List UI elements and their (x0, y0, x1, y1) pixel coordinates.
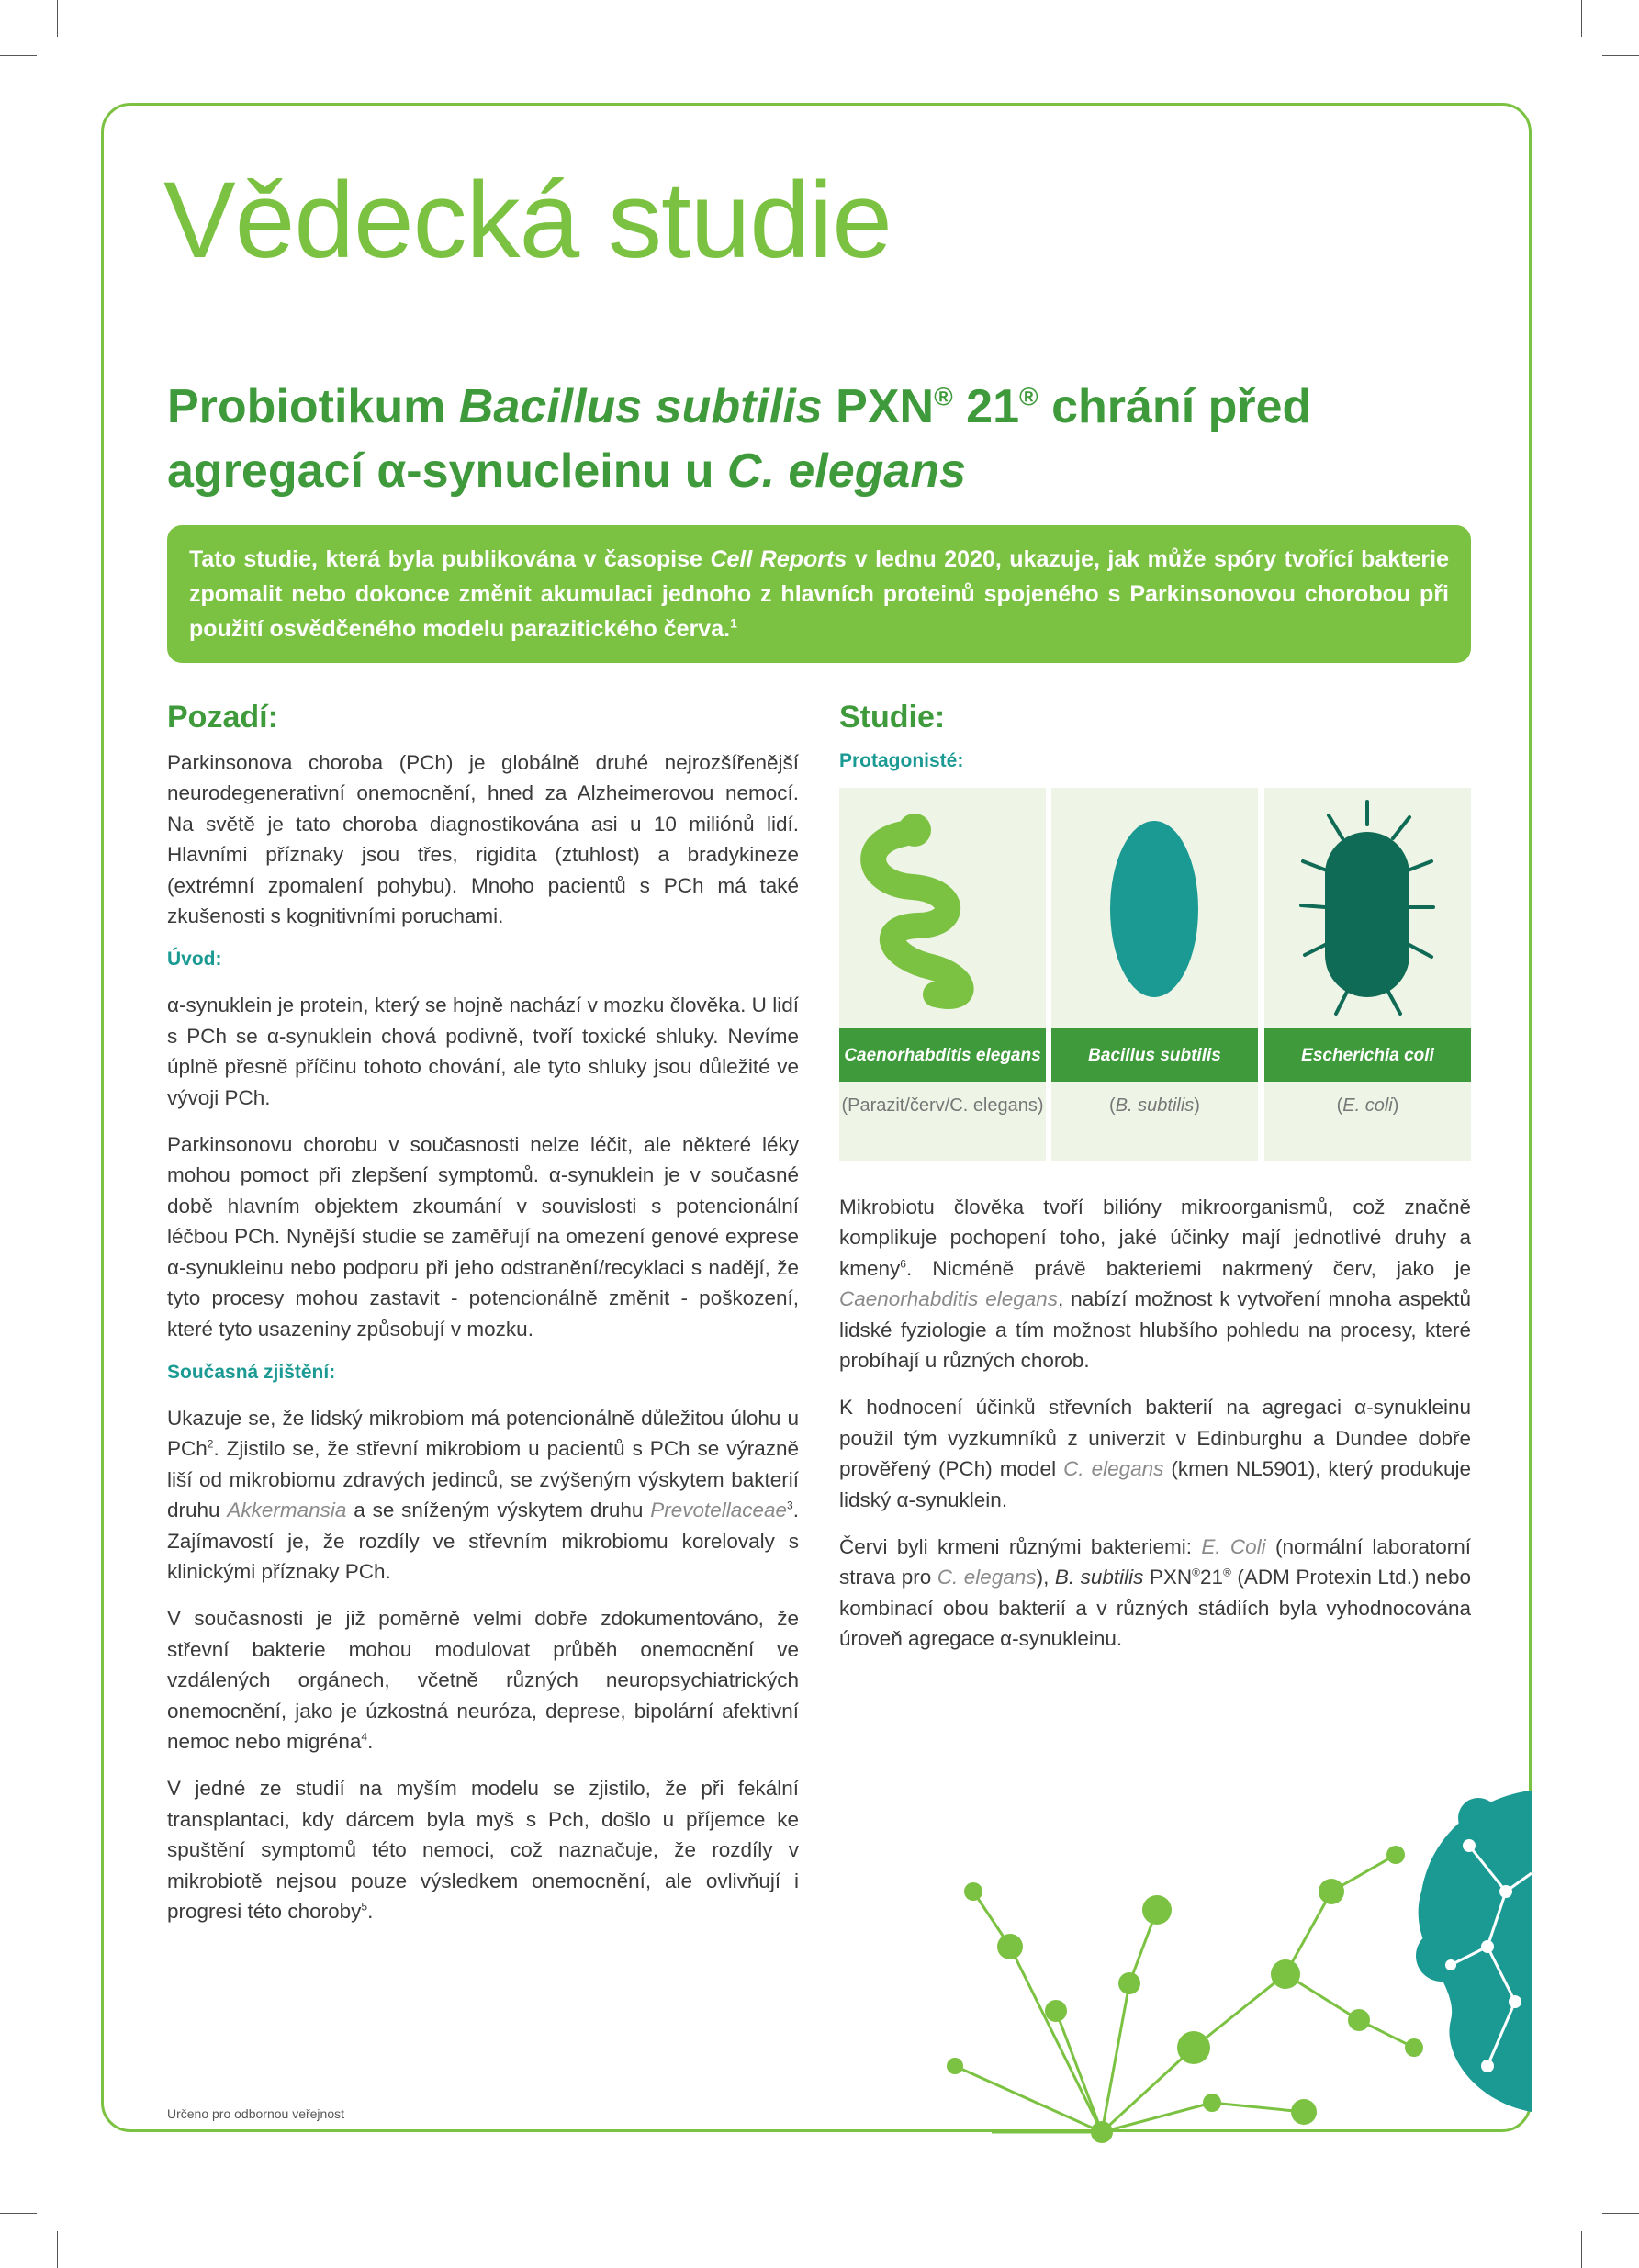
protagonist-note: (Parazit/červ/C. elegans) (841, 1095, 1044, 1116)
subtitle-text: Probiotikum (167, 380, 459, 433)
reference-number: 6 (900, 1257, 906, 1271)
species-name: E. Coli (1201, 1535, 1266, 1559)
intro-text: v lednu 2020, ukazuje, jak může spóry tvořící bakterie zpomalit nebo dokonce změnit akumulaci jednoho z hlavních proteinů spojeného s Parkinsonovou chorobou při použití osvědčeného modelu parazitického červa. (189, 546, 1449, 642)
intro-heading: Úvod: (167, 949, 222, 971)
paragraph-text: , nabízí možnost k vytvoření mnoha aspektů lidské fyziologie a tím možnost hlubšího pohledu na procesy, které probíhají u různých chorob. (839, 1287, 1471, 1373)
protagonist-name: Caenorhabditis elegans (839, 1028, 1046, 1082)
subtitle-species: Bacillus subtilis (458, 380, 823, 433)
subtitle-text: chrání před (1038, 380, 1312, 433)
reference-number: 1 (730, 615, 737, 631)
teal-molecule-cluster (1416, 1791, 1532, 2112)
paragraph-text: V jedné ze studií na myším modelu se zjistilo, že při fekální transplantaci, kdy dárcem byla myš s Pch, došlo u příjemce ke spuštění symptomů této nemoci, což naznačuje, že rozdíly v mikrobiotě nejsou pouze výsledkem onemocnění, ale ovlivňují i progresi této choroby (167, 1777, 799, 1923)
paragraph-text: . (367, 1729, 374, 1753)
subtitle-species: C. elegans (726, 444, 967, 498)
intro-paragraph: α-synuklein je protein, který se hojně nachází v mozku člověka. U lidí s PCh se α-synuklein chová podivně, tvoří toxické shluky. Nevíme úplně přesně příčinu tohoto chování, ale tyto shluky jsou důležité ve vývoji PCh. (167, 994, 799, 1109)
reference-number: 2 (207, 1437, 214, 1451)
protagonist-note: (B. subtilis) (1109, 1095, 1200, 1116)
paragraph-text: PXN (1143, 1566, 1193, 1589)
paragraph-text: 21 (1200, 1566, 1224, 1589)
subtitle-text: 21 (952, 380, 1019, 433)
species-name: Akkermansia (227, 1499, 347, 1522)
paragraph-text: (kmen NL5901), který produkuje lidský α-synuklein. (839, 1457, 1472, 1511)
protagonist-name: Bacillus subtilis (1051, 1028, 1258, 1082)
intro-text: Tato studie, která byla publikována v časopise (189, 546, 711, 572)
paragraph-text: Červi byli krmeni různými bakteriemi: (839, 1535, 1202, 1559)
green-molecule-network (955, 1855, 1414, 2132)
registered-mark: ® (1223, 1566, 1231, 1579)
species-name: C. elegans (1063, 1457, 1164, 1481)
background-paragraph: Parkinsonova choroba (PCh) je globálně druhé nejrozšířenější neurodegenerativní onemocnění, hned za Alzheimerovou nemocí. Na světě je tato choroba diagnostikována asi u 10 miliónů lidí. Hlavními příznaky jsou třes, rigidita (ztuhlost) a bradykineze (extrémní zpomalení pohybu). Mnoho pacientů s PCh má také zkušenosti s kognitivními poruchami. (167, 751, 799, 928)
paragraph-text: ), (1036, 1566, 1055, 1589)
subtitle-text: PXN (822, 380, 935, 433)
paragraph-text: (normální laboratorní strava pro (839, 1535, 1471, 1589)
species-name: Caenorhabditis elegans (839, 1287, 1059, 1311)
study-heading: Studie: (839, 700, 946, 735)
registered-mark: ® (934, 382, 953, 411)
findings-heading: Současná zjištění: (167, 1361, 336, 1383)
registered-mark: ® (1019, 382, 1038, 411)
reference-number: 4 (361, 1730, 368, 1744)
paragraph-text: . (367, 1900, 374, 1923)
protagonist-note: (E. coli) (1336, 1095, 1399, 1116)
footer-note: Určeno pro odbornou veřejnost (167, 2106, 345, 2121)
paragraph-text: . Nicméně právě bakteriemi nakrmený červ, jako je (905, 1256, 1471, 1280)
paragraph-text: Mikrobiotu člověka tvoří bilióny mikroorganismů, což značně komplikuje pochopení toho, jaké účinky mají jednotlivé druhy a kmeny (839, 1196, 1471, 1280)
species-name: C. elegans (937, 1566, 1037, 1589)
species-name: Prevotellaceae (650, 1499, 788, 1522)
background-heading: Pozadí: (167, 700, 278, 735)
registered-mark: ® (1192, 1566, 1201, 1579)
green-molecule-nodes (947, 1846, 1423, 2143)
reference-number: 3 (787, 1499, 793, 1512)
page-title: Vědecká studie (163, 160, 892, 281)
paragraph-text: . Zjistilo se, že střevní mikrobiom u pacientů s PCh se výrazně liší od mikrobiomu zdravých jedinců, se zvýšeným výskytem bakterií druhu (167, 1437, 799, 1522)
paragraph-text: K hodnocení účinků střevních bakterií na agregaci α-synukleinu použil tým vyzkumníků z univerzit v Edinburghu a Dundee dobře prověřený (PCh) model (839, 1396, 1471, 1481)
subtitle-text: agregací α-synucleinu u (167, 444, 727, 498)
paragraph-text: Ukazuje se, že lidský mikrobiom má potencionálně důležitou úlohu u PCh (167, 1406, 799, 1461)
journal-name: Cell Reports (710, 546, 848, 572)
paragraph-text: a se sníženým výskytem druhu (346, 1499, 651, 1522)
species-name: E. coli (1342, 1095, 1393, 1116)
species-name: B. subtilis (1115, 1095, 1195, 1116)
paragraph-text: . Zajímavostí je, že rozdíly ve střevním mikrobiomu korelovaly s klinickými příznaky PCh. (167, 1499, 799, 1583)
species-name: B. subtilis (1054, 1566, 1144, 1589)
intro-paragraph: Parkinsonovu chorobu v současnosti nelze léčit, ale některé léky mohou pomoct při zlepšení symptomů. α-synuklein je v současné době hlavním objektem zkoumání v souvislosti s potencionální léčbou PCh. Nynější studie se zaměřují na omezení genové exprese α-synukleinu nebo podporu při jeho odstranění/recyklaci s nadějí, že tyto procesy mohou zastavit - potencionálně změnit - poškození, které tyto usazeniny způsobují v mozku. (167, 1133, 799, 1341)
protagonists-heading: Protagonisté: (839, 750, 964, 771)
paragraph-text: V současnosti je již poměrně velmi dobře zdokumentováno, že střevní bakterie mohou modulovat průběh onemocnění ve vzdálených orgánech, včetně různých neuropsychiatrických onemocnění, jako je úzkostná neuróza, deprese, bipolární afektivní nemoc nebo migréna (167, 1607, 799, 1753)
paragraph-text: (ADM Protexin Ltd.) nebo kombinací obou bakterií a v různých stádiích byla vyhodnocována úroveň agregace α-synukleinu. (839, 1566, 1471, 1651)
reference-number: 5 (361, 1900, 368, 1914)
protagonist-name: Escherichia coli (1264, 1028, 1471, 1082)
